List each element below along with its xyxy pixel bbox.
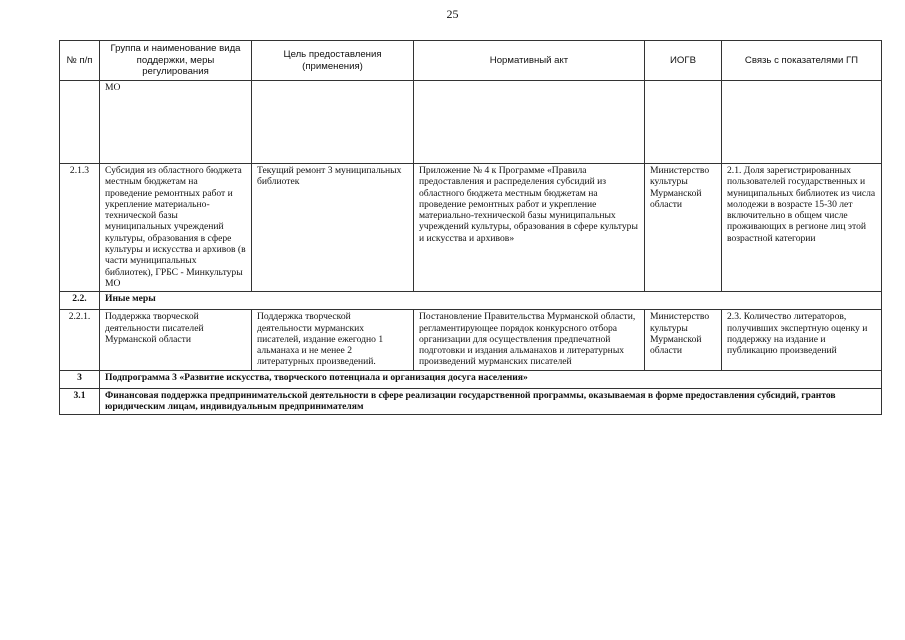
cell-act: Постановление Правительства Мурманской области, регламентирующее порядок конкурсного отбора организации для осуществления предпечатной подготовки и издания альманахов и литературных произведений мурманских писателей	[414, 310, 645, 370]
cell-link: 2.3. Количество литераторов, получивших экспертную оценку и поддержку на издание и публикацию произведений	[722, 310, 882, 370]
cell-goal	[252, 81, 414, 164]
section-title: Иные меры	[100, 292, 882, 310]
header-group: Группа и наименование вида поддержки, меры регулирования	[100, 41, 252, 81]
cell-goal: Поддержка творческой деятельности мурманских писателей, издание ежегодно 1 альманаха и не менее 2 литературных произведений.	[252, 310, 414, 370]
header-iogv: ИОГВ	[645, 41, 722, 81]
table-header-row	[60, 41, 882, 81]
section-row	[60, 292, 882, 310]
section-title: Подпрограмма 3 «Развитие искусства, творческого потенциала и организация досуга населения»	[100, 370, 882, 388]
page-number: 25	[446, 7, 459, 21]
cell-iogv	[645, 81, 722, 164]
cell-act	[414, 81, 645, 164]
cell-num: 2.2.1.	[60, 310, 100, 370]
cell-num: 2.1.3	[60, 164, 100, 292]
cell-link: 2.1. Доля зарегистрированных пользователей государственных и муниципальных библиотек из числа молодежи в возрасте 15-30 лет включительно в общем числе проживающих в регионе лиц этой возрастной категории	[722, 164, 882, 292]
cell-group: МО	[100, 81, 252, 164]
header-goal: Цель предоставления (применения)	[252, 41, 414, 81]
cell-group: Субсидия из областного бюджета местным бюджетам на проведение ремонтных работ и укрепление материально-технической базы муниципальных учреждений культуры, образования в сфере культуры и искусства и архивов (в части муниципальных библиотек), ГРБС - Минкультуры МО	[100, 164, 252, 292]
table-row	[60, 164, 882, 292]
cell-iogv: Министерство культуры Мурманской области	[645, 164, 722, 292]
cell-group: Поддержка творческой деятельности писателей Мурманской области	[100, 310, 252, 370]
header-act: Нормативный акт	[414, 41, 645, 81]
support-measures-table	[59, 40, 882, 415]
cell-goal: Текущий ремонт 3 муниципальных библиотек	[252, 164, 414, 292]
cell-act: Приложение № 4 к Программе «Правила предоставления и распределения субсидий из областного бюджета местным бюджетам на проведение ремонтных работ и укрепление материально-технической базы муниципальных учреждений культуры, образования в сфере культуры и искусства и архивов»	[414, 164, 645, 292]
header-num: № п/п	[60, 41, 100, 81]
section-row	[60, 370, 882, 388]
table-row	[60, 81, 882, 164]
section-num: 3	[60, 370, 100, 388]
cell-iogv: Министерство культуры Мурманской области	[645, 310, 722, 370]
table-row	[60, 310, 882, 370]
section-num: 2.2.	[60, 292, 100, 310]
section-row	[60, 388, 882, 415]
section-num: 3.1	[60, 388, 100, 415]
cell-link	[722, 81, 882, 164]
cell-num	[60, 81, 100, 164]
section-title: Финансовая поддержка предпринимательской деятельности в сфере реализации государственной программы, оказываемая в форме предоставления субсидий, грантов юридическим лицам, индивидуальным предпринимателям	[100, 388, 882, 415]
header-link: Связь с показателями ГП	[722, 41, 882, 81]
